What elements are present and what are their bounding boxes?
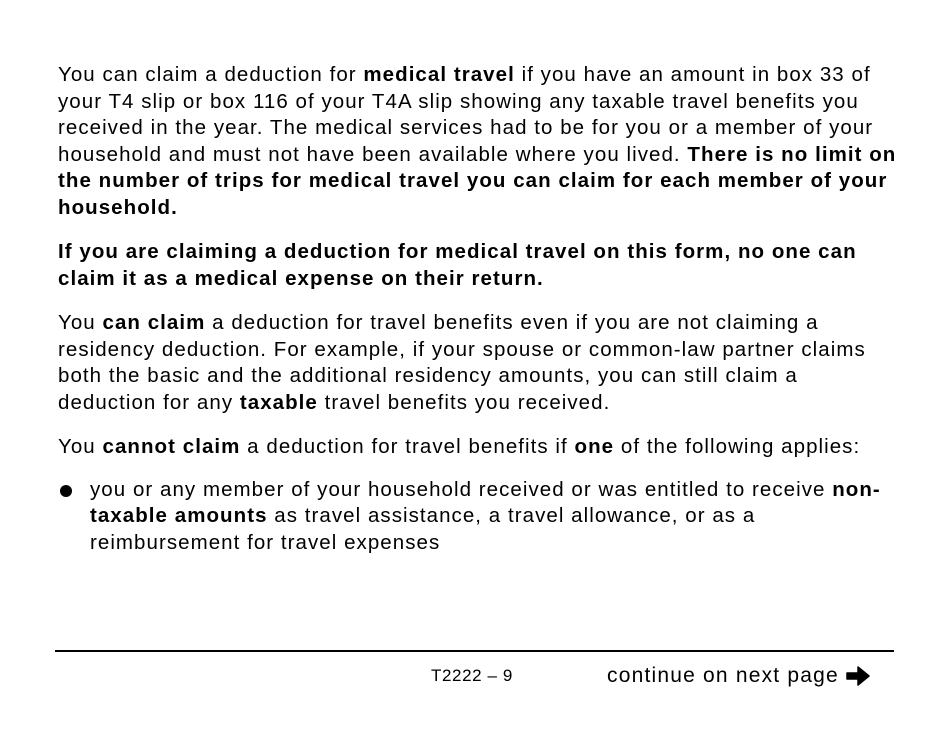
document-body [58,62,898,556]
continue-label: continue on next page [607,664,839,687]
emphasis-no-limit: There is no limit on the number of trips for medical travel you can claim for each member of your household. [58,142,897,219]
emphasis-one: one [574,435,615,458]
emphasis-non-taxable: non-taxable amounts [90,477,881,527]
emphasis-can-claim: can claim [102,311,206,334]
arrow-right-icon [845,665,871,687]
page-number: T2222 – 9 [431,666,513,685]
emphasis-medical-travel: medical travel [363,63,515,86]
paragraph-can-claim: You can claim a deduction for travel benefits even if you are not claiming a residency deduction. For example, if your spouse or common-law partner claims both the basic and the additional residency amounts, you can still claim a deduction for any taxable travel benefits you received. [58,311,866,414]
emphasis-taxable: taxable [239,390,318,414]
continue-on-next-page [607,664,871,688]
paragraph-no-double-claim: If you are claiming a deduction for medical travel on this form, no one can claim it as a medical expense on their return. [58,240,857,290]
paragraph-medical-travel: You can claim a deduction for medical travel if you have an amount in box 33 of your T4 slip or box 116 of your T4A slip showing any taxable travel benefits you received in the year. The medical services had to be for you or a member of your household and must not have been available where you lived. There is no limit on the number of trips for medical travel you can claim for each member of your household. [58,63,897,219]
footer-divider [55,650,894,652]
bullet-icon [60,485,72,497]
list-item: you or any member of your household received or was entitled to receive non-taxable amounts as travel assistance, a travel allowance, or as a reimbursement for travel expenses [58,477,898,557]
paragraph-cannot-claim: You cannot claim a deduction for travel benefits if one of the following applies: [58,435,861,458]
emphasis-cannot-claim: cannot claim [102,435,241,458]
